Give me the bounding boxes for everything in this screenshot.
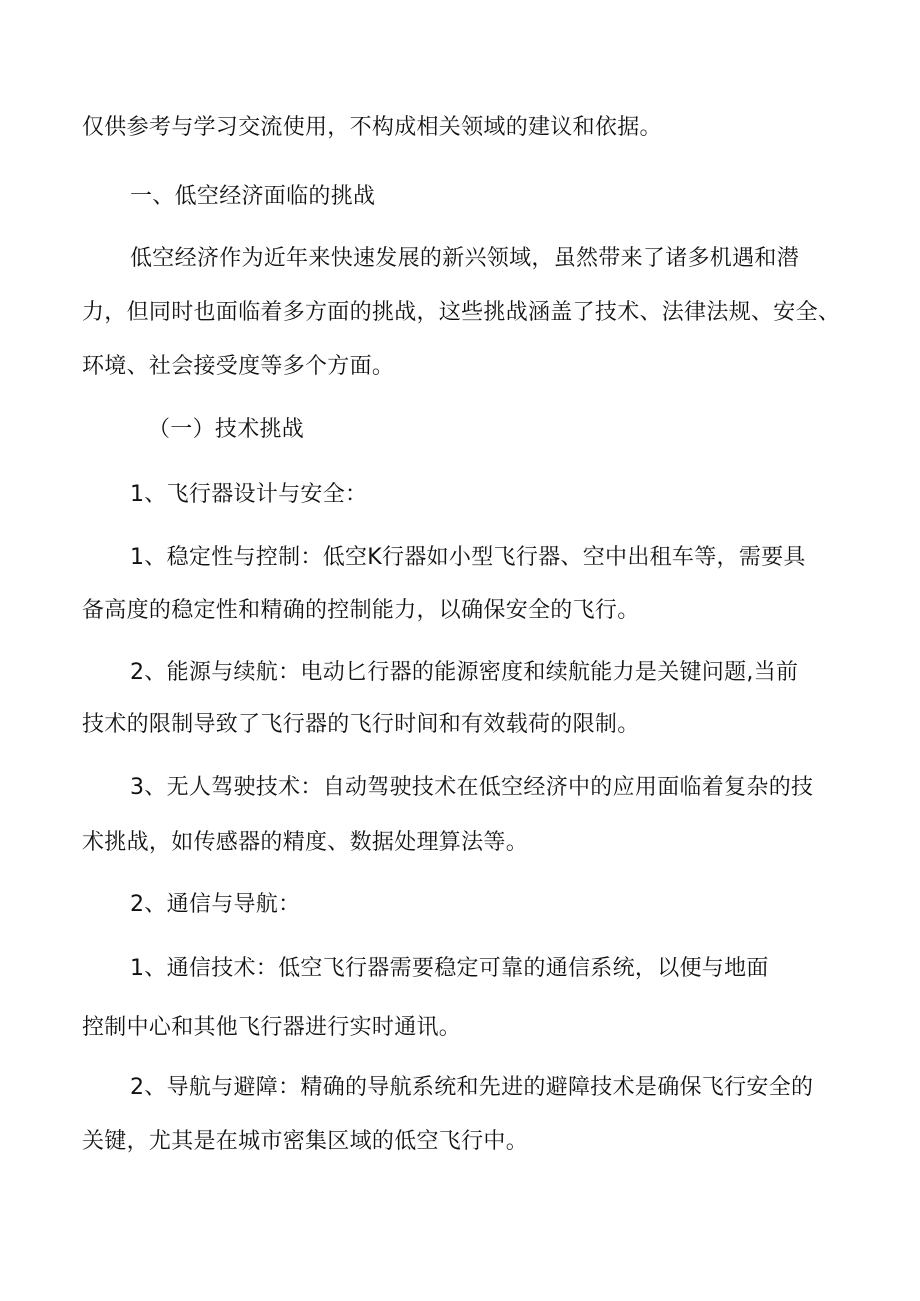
paragraph-line: 力，但同时也面临着多方面的挑战，这些挑战涵盖了技术、法律法规、安全、 [82, 300, 841, 325]
list-item-line: 3、无人驾驶技术：自动驾驶技术在低空经济中的应用面临着复杂的技 [130, 775, 814, 800]
list-item-line: 术挑战，如传感器的精度、数据处理算法等。 [82, 830, 529, 855]
list-item-line: 技术的限制导致了飞行器的飞行时间和有效载荷的限制。 [82, 712, 640, 737]
section-heading: 一、低空经济面临的挑战 [130, 184, 376, 209]
list-item-line: 关键，尤其是在城市密集区域的低空飞行中。 [82, 1129, 529, 1154]
list-item-line: 控制中心和其他飞行器进行实时通讯。 [82, 1015, 462, 1040]
list-item-line: 1、稳定性与控制：低空K行器如小型飞行器、空中出租车等，需要具 [130, 545, 806, 570]
list-heading: 1、飞行器设计与安全： [130, 482, 368, 507]
subsection-heading: （一）技术挑战 [148, 417, 305, 442]
paragraph-line: 低空经济作为近年来快速发展的新兴领域，虽然带来了诸多机遇和潜 [130, 246, 800, 271]
list-item-line: 2、导航与避障：精确的导航系统和先进的避障技术是确保飞行安全的 [130, 1075, 814, 1100]
list-item-line: 备高度的稳定性和精确的控制能力，以确保安全的飞行。 [82, 598, 640, 623]
list-item-line: 1、通信技术：低空飞行器需要稳定可靠的通信系统，以便与地面 [130, 956, 769, 981]
list-item-line: 2、能源与续航：电动匕行器的能源密度和续航能力是关键问题,当前 [130, 660, 799, 685]
list-heading: 2、通信与导航： [130, 892, 301, 917]
paragraph-line: 环境、社会接受度等多个方面。 [82, 354, 395, 379]
disclaimer-text: 仅供参考与学习交流使用，不构成相关领域的建议和依据。 [82, 115, 662, 140]
